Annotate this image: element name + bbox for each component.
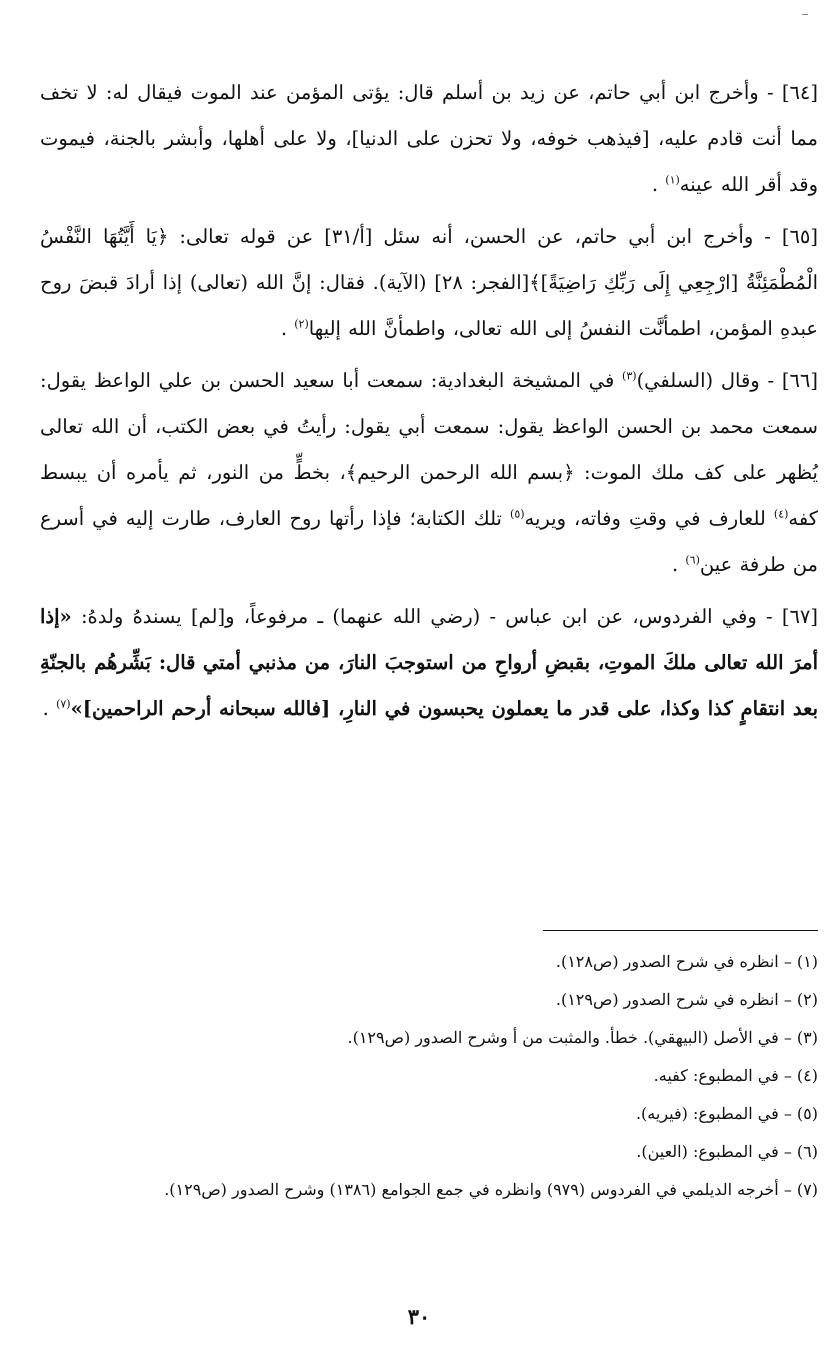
- footnote-ref[interactable]: (٥): [510, 507, 525, 521]
- footnote-6: (٦) – في المطبوع: (العين).: [636, 1142, 818, 1161]
- paragraph-66: [40, 358, 818, 588]
- paragraph-64: [40, 70, 818, 208]
- footnote-3: (٣) – في الأصل (البيهقي). خطأ. والمثبت من أ وشرح الصدور (ص١٢٩).: [347, 1028, 818, 1047]
- footnote-ref[interactable]: (٧): [56, 697, 71, 711]
- footnote-7: (٧) – أخرجه الديلمي في الفردوس (٩٧٩) وانظره في جمع الجوامع (١٣٨٦) وشرح الصدور (ص١٢٩).: [164, 1180, 818, 1199]
- line: [٦٦] - وقال (السلفي): [636, 369, 818, 392]
- line: [٦٧] - وفي الفردوس، عن ابن عباس - (رضي الله عنهما) ـ مرفوعاً، و[لم] يسندهُ: [132, 605, 818, 628]
- line: إذا أرادَ قبضَ روح عبدهِ المؤمن، اطمأنَّت النفسُ إلى الله تعالى، واطمأنَّ الله إليها: [40, 271, 818, 340]
- line: روح العارف، طارت إليه في أسرع من طرفة عين: [40, 507, 818, 576]
- line: [٦٤] - وأخرج ابن أبي حاتم، عن زيد بن أسلم قال: يؤتى المؤمن عند الموت فيقال: [137, 81, 819, 104]
- footnote-2: (٢) – انظره في شرح الصدور (ص١٢٩).: [555, 990, 818, 1009]
- line: [٦٥] - وأخرج ابن أبي حاتم، عن الحسن، أنه سئل [أ/٣١] عن قوله تعالى: ﴿يَا أَيَّتُهَا: [102, 225, 819, 248]
- hadith-text: سبحانه أرحم الراحمين]»: [70, 697, 276, 720]
- line: تلك الكتابة؛ فإذا رأتها: [328, 507, 511, 530]
- main-text: [40, 70, 818, 738]
- line: الواعظ يقول: سمعت محمد بن الحسن الواعظ يقول: سمعت أبي يقول: رأيتُ في بعض: [40, 369, 818, 438]
- line: للعارف في وقتِ وفاته، ويريه: [524, 507, 774, 530]
- line: ولدهُ:: [71, 605, 124, 628]
- footnote-5: (٥) – في المطبوع: (فيريه).: [635, 1104, 818, 1123]
- footnote-ref[interactable]: (١): [665, 173, 680, 187]
- line: النور، ثم يأمره أن يبسط كفه: [40, 461, 819, 530]
- paragraph-65: [40, 214, 818, 352]
- footnote-ref[interactable]: (٢): [294, 317, 309, 331]
- footnote-ref[interactable]: (٤): [773, 507, 789, 521]
- line-end: .: [42, 697, 57, 720]
- hadith-text: قال: بَشِّرهُم بالجنّةِ بعد انتقامٍ كذا وكذا، على قدر ما يعملون يحبسون في النارِ، [فالله: [40, 651, 818, 720]
- footnote-4: (٤) – في المطبوع: كفيه.: [653, 1066, 818, 1085]
- footnotes: [28, 930, 818, 1209]
- line: الكتب، أن الله تعالى يُظهر على كف ملك الموت: ﴿بسم الله الرحمن الرحيم﴾، بخطٍّ من: [40, 415, 818, 484]
- line-end: .: [671, 553, 686, 576]
- footnote-ref[interactable]: (٣): [622, 369, 637, 383]
- footnote-divider: [543, 930, 818, 931]
- page-number: ٣٠: [407, 1304, 431, 1329]
- line-end: .: [651, 173, 666, 196]
- corner-mark: [802, 14, 808, 15]
- line: في المشيخة البغدادية: سمعت أبا سعيد الحسن بن علي: [158, 369, 623, 392]
- line: له: لا تخف مما أنت قادم عليه، [فيذهب خوفه، ولا تحزن على الدنيا]، ولا على أهلها،: [40, 81, 818, 150]
- line: النَّفْسُ الْمُطْمَئِنَّةُ [ارْجِعِي إِلَى رَبِّكِ رَاضِيَةً]﴾[الفجر: ٢٨] (الآية). فقال: إنَّ الله (تعالى): [40, 225, 819, 294]
- line-end: .: [280, 317, 295, 340]
- paragraph-67: [40, 594, 818, 732]
- hadith-text: «إذا أمرَ الله تعالى ملكَ الموتِ، بقبضِ أرواحِ من استوجبَ النارَ، من مذنبي أمتي: [40, 605, 819, 674]
- footnote-1: (١) – انظره في شرح الصدور (ص١٢٨).: [555, 952, 818, 971]
- line: وأبشر بالجنة، فيموت وقد أقر الله عينه: [40, 127, 818, 196]
- footnote-ref[interactable]: (٦): [685, 553, 700, 567]
